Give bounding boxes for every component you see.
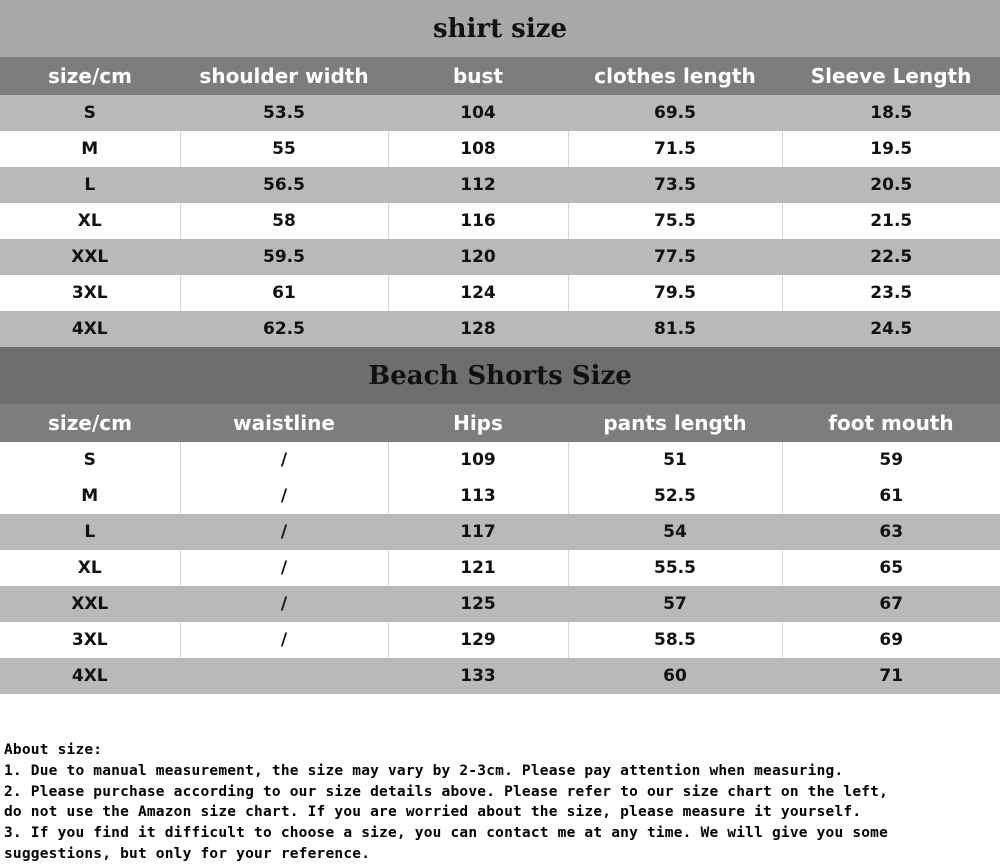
table-cell: 77.5 [568, 239, 782, 275]
table-cell: 75.5 [568, 203, 782, 239]
table-cell: 55 [180, 131, 388, 167]
table-cell: M [0, 131, 180, 167]
table-cell: 67 [782, 586, 1000, 622]
table-cell: 55.5 [568, 550, 782, 586]
column-header: foot mouth [782, 404, 1000, 442]
table-cell: 24.5 [782, 311, 1000, 347]
beach-shorts-size-table [0, 347, 1000, 694]
table-cell: XL [0, 550, 180, 586]
notes-heading: About size: [4, 742, 103, 758]
table-cell: 56.5 [180, 167, 388, 203]
table-row [0, 311, 1000, 347]
table-cell: 23.5 [782, 275, 1000, 311]
shirt-size-title: shirt size [0, 0, 1000, 57]
table-row [0, 514, 1000, 550]
table-row [0, 167, 1000, 203]
table-cell: 60 [568, 658, 782, 694]
note-line: do not use the Amazon size chart. If you are worried about the size, please measure it yourself. [4, 804, 862, 821]
table-cell: 63 [782, 514, 1000, 550]
column-header: shoulder width [180, 57, 388, 95]
column-header: Sleeve Length [782, 57, 1000, 95]
table-cell: 73.5 [568, 167, 782, 203]
table-cell: 51 [568, 442, 782, 478]
note-line: 1. Due to manual measurement, the size may vary by 2-3cm. Please pay attention when measuring. [4, 762, 844, 779]
table-row [0, 442, 1000, 478]
table-cell: 133 [388, 658, 568, 694]
size-notes [4, 740, 994, 865]
table-cell: 20.5 [782, 167, 1000, 203]
table-cell: 117 [388, 514, 568, 550]
table-cell: 124 [388, 275, 568, 311]
table-cell: 3XL [0, 275, 180, 311]
table-cell: 112 [388, 167, 568, 203]
table-cell: 128 [388, 311, 568, 347]
table-row [0, 239, 1000, 275]
table-cell: / [180, 622, 388, 658]
table-row [0, 478, 1000, 514]
table-cell: 4XL [0, 658, 180, 694]
table-cell: 121 [388, 550, 568, 586]
table-row [0, 275, 1000, 311]
table-cell: 58.5 [568, 622, 782, 658]
shirt-header-row [0, 57, 1000, 95]
shorts-header-row [0, 404, 1000, 442]
table-cell: XXL [0, 586, 180, 622]
column-header: pants length [568, 404, 782, 442]
table-cell: 52.5 [568, 478, 782, 514]
column-header: Hips [388, 404, 568, 442]
table-cell: 21.5 [782, 203, 1000, 239]
column-header: bust [388, 57, 568, 95]
table-cell: L [0, 514, 180, 550]
table-cell: 129 [388, 622, 568, 658]
table-cell: 69 [782, 622, 1000, 658]
table-cell: 104 [388, 95, 568, 131]
table-cell: 81.5 [568, 311, 782, 347]
table-cell: 53.5 [180, 95, 388, 131]
table-row [0, 95, 1000, 131]
table-cell: 4XL [0, 311, 180, 347]
column-header: clothes length [568, 57, 782, 95]
table-cell: L [0, 167, 180, 203]
shirt-size-table [0, 0, 1000, 347]
table-cell: / [180, 442, 388, 478]
table-cell: 22.5 [782, 239, 1000, 275]
table-cell: / [180, 550, 388, 586]
table-cell: 62.5 [180, 311, 388, 347]
column-header: waistline [180, 404, 388, 442]
table-cell: 71.5 [568, 131, 782, 167]
column-header: size/cm [0, 57, 180, 95]
table-row [0, 658, 1000, 694]
table-cell: S [0, 442, 180, 478]
column-header: size/cm [0, 404, 180, 442]
table-row [0, 586, 1000, 622]
table-cell: 108 [388, 131, 568, 167]
table-cell: 61 [180, 275, 388, 311]
table-cell: 71 [782, 658, 1000, 694]
table-cell: 61 [782, 478, 1000, 514]
table-cell: 19.5 [782, 131, 1000, 167]
table-cell: 79.5 [568, 275, 782, 311]
table-row [0, 622, 1000, 658]
table-row [0, 203, 1000, 239]
table-cell: 120 [388, 239, 568, 275]
table-cell: 18.5 [782, 95, 1000, 131]
table-cell: / [180, 586, 388, 622]
table-cell: 59 [782, 442, 1000, 478]
table-row [0, 550, 1000, 586]
table-cell: 57 [568, 586, 782, 622]
beach-shorts-size-title: Beach Shorts Size [0, 347, 1000, 404]
table-cell: 125 [388, 586, 568, 622]
note-line: 3. If you find it difficult to choose a size, you can contact me at any time. We will give you some [4, 825, 889, 842]
table-cell: S [0, 95, 180, 131]
table-cell: 113 [388, 478, 568, 514]
table-cell: 65 [782, 550, 1000, 586]
note-line: 2. Please purchase according to our size details above. Please refer to our size chart on the left, [4, 783, 889, 800]
note-line: suggestions, but only for your reference. [4, 845, 371, 862]
table-cell: 3XL [0, 622, 180, 658]
table-cell: 69.5 [568, 95, 782, 131]
table-cell: XL [0, 203, 180, 239]
table-cell: 59.5 [180, 239, 388, 275]
table-cell: 109 [388, 442, 568, 478]
table-cell: M [0, 478, 180, 514]
table-cell: / [180, 478, 388, 514]
table-cell: 58 [180, 203, 388, 239]
table-cell: 54 [568, 514, 782, 550]
table-cell: 116 [388, 203, 568, 239]
table-row [0, 131, 1000, 167]
table-cell: XXL [0, 239, 180, 275]
table-cell [180, 658, 388, 694]
table-cell: / [180, 514, 388, 550]
